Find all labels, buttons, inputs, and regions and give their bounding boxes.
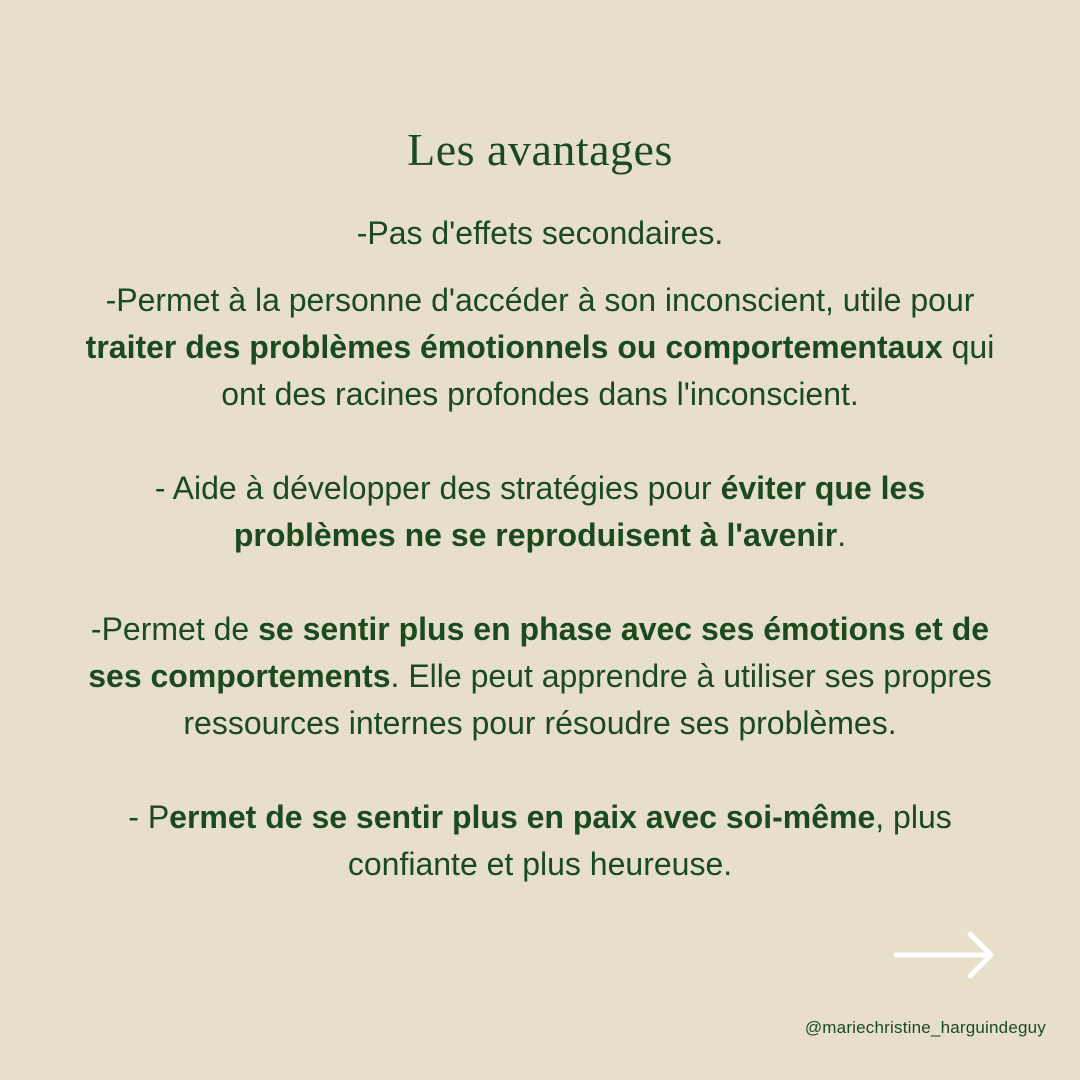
arrow-right-icon[interactable] <box>892 928 998 982</box>
benefit-5-highlight: ermet de se sentir plus en paix avec soi-même <box>169 799 876 835</box>
benefit-2-highlight: traiter des problèmes émotionnels ou comportementaux <box>85 329 943 365</box>
benefit-3-text-end: . <box>837 517 847 553</box>
benefit-3-highlight: éviter que les problèmes ne se reproduisent à l'avenir <box>233 470 926 553</box>
benefit-4-highlight: se sentir plus en phase avec ses émotions et de ses comportements <box>88 611 990 694</box>
benefit-item-4 <box>70 606 1010 747</box>
benefit-4-text-end: . Elle peut apprendre à utiliser ses propres ressources internes pour résoudre ses problèmes. <box>183 658 992 741</box>
benefit-4-text-start: -Permet de <box>90 611 259 647</box>
benefit-2-text-end: qui ont des racines profondes dans l'inconscient. <box>221 329 995 412</box>
benefit-1-text: -Pas d'effets secondaires. <box>356 215 724 251</box>
benefits-list <box>70 210 1010 888</box>
benefit-5-text-start: - P <box>128 799 170 835</box>
benefit-item-2 <box>70 277 1010 418</box>
benefit-3-text-start: - Aide à développer des stratégies pour <box>154 470 721 506</box>
author-handle: @mariechristine_harguindeguy <box>804 1018 1046 1037</box>
benefit-5-text-end: , plus confiante et plus heureuse. <box>347 799 952 882</box>
page-title: Les avantages <box>407 124 673 175</box>
benefit-2-text-start: -Permet à la personne d'accéder à son inconscient, utile pour <box>105 282 975 318</box>
benefit-item-3 <box>70 465 1010 559</box>
benefit-item-1 <box>70 210 1010 257</box>
benefit-item-5 <box>70 794 1010 888</box>
